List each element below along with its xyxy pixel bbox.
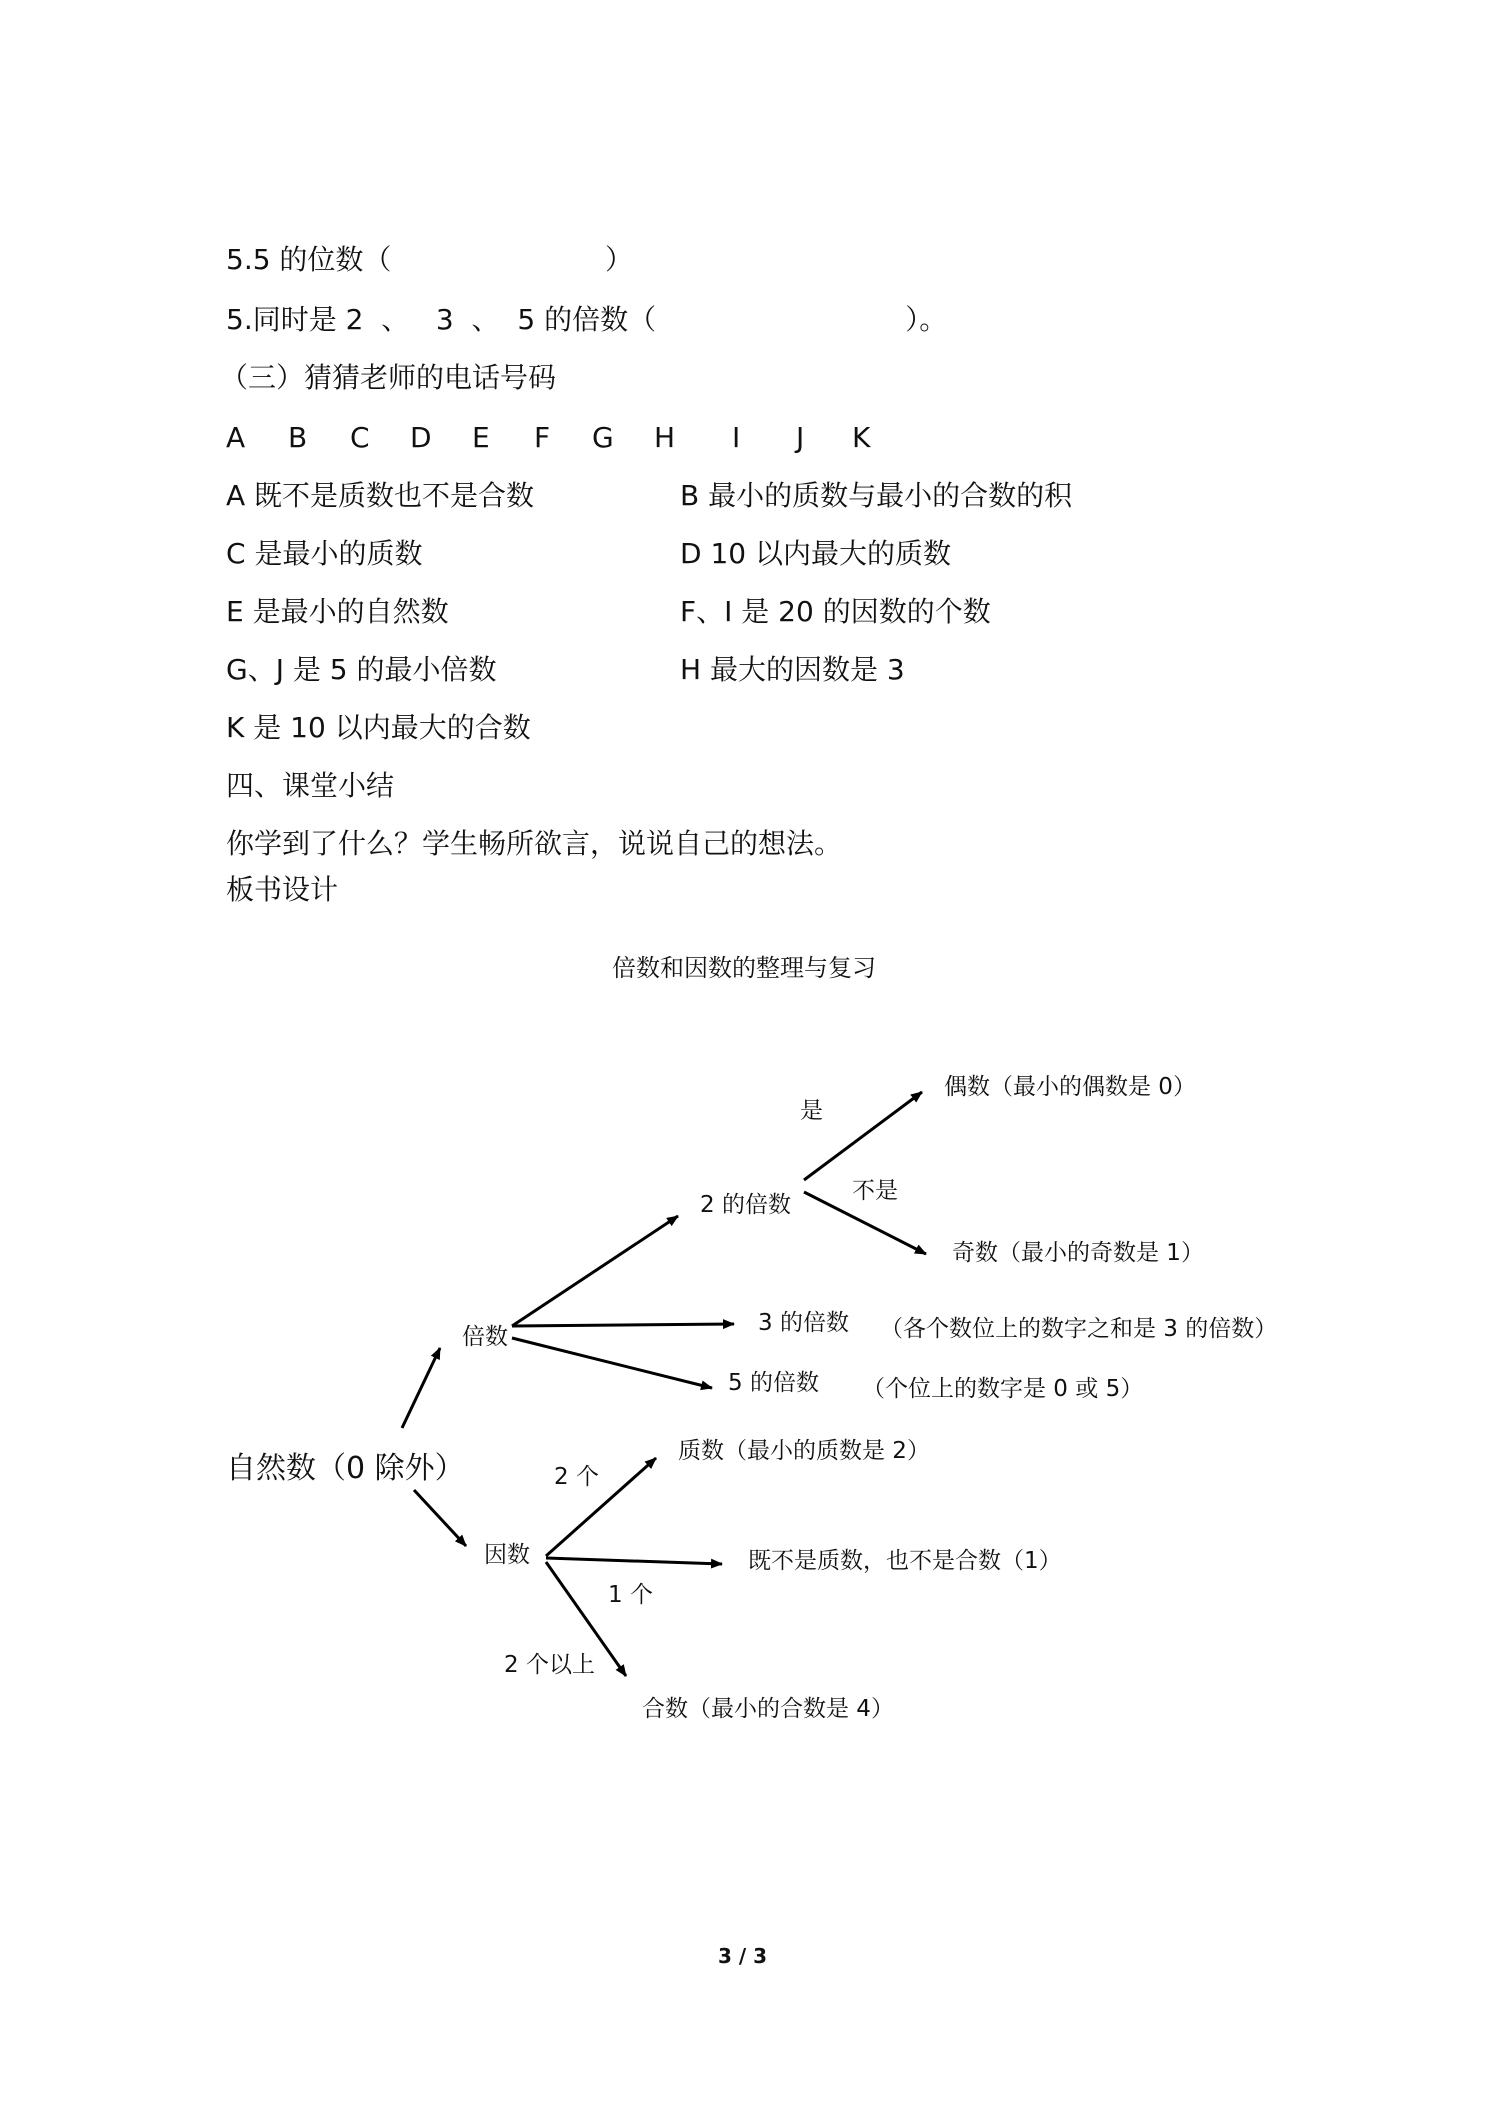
clue-a: A 既不是质数也不是合数 xyxy=(226,479,535,512)
label-no: 不是 xyxy=(852,1178,898,1204)
arrow-multiples-to-mult3 xyxy=(512,1324,734,1326)
node-natural-numbers: 自然数（0 除外） xyxy=(226,1451,465,1486)
clue-h: H 最大的因数是 3 xyxy=(680,653,905,686)
node-neither: 既不是质数，也不是合数（1） xyxy=(748,1548,1062,1574)
board-design-heading: 板书设计 xyxy=(226,873,339,906)
node-odd: 奇数（最小的奇数是 1） xyxy=(952,1240,1204,1266)
clue-b: B 最小的质数与最小的合数的积 xyxy=(680,479,1073,512)
page-number: 3 / 3 xyxy=(718,1944,768,1968)
clue-g-j: G、J 是 5 的最小倍数 xyxy=(226,653,497,686)
clue-f-i: F、I 是 20 的因数的个数 xyxy=(680,595,991,628)
arrow-multiples-to-mult5 xyxy=(512,1338,712,1388)
letter-g: G xyxy=(592,421,614,454)
diagram-title: 倍数和因数的整理与复习 xyxy=(612,954,876,982)
multiple-of-3-rule: （各个数位上的数字之和是 3 的倍数） xyxy=(880,1316,1278,1342)
fill-in-digit-question: 5.5 的位数（ ） xyxy=(226,243,634,276)
letter-f: F xyxy=(534,421,551,454)
node-composite: 合数（最小的合数是 4） xyxy=(642,1696,894,1722)
arrow-factors-to-neither xyxy=(546,1558,722,1564)
label-one-factor: 1 个 xyxy=(608,1582,653,1608)
node-multiples: 倍数 xyxy=(462,1324,508,1350)
clue-e: E 是最小的自然数 xyxy=(226,595,449,628)
clue-d: D 10 以内最大的质数 xyxy=(680,537,951,570)
letter-e: E xyxy=(472,421,490,454)
clue-k: K 是 10 以内最大的合数 xyxy=(226,711,531,744)
label-two-factors: 2 个 xyxy=(554,1464,599,1490)
letter-b: B xyxy=(288,421,308,454)
section-three-heading: （三）猜猜老师的电话号码 xyxy=(220,361,557,394)
arrow-multiples-to-mult2 xyxy=(512,1216,678,1326)
arrow-root-to-factors xyxy=(414,1490,466,1546)
multiple-of-5-rule: （个位上的数字是 0 或 5） xyxy=(862,1376,1144,1402)
node-multiple-of-3: 3 的倍数 xyxy=(758,1310,849,1336)
node-factors: 因数 xyxy=(484,1542,530,1568)
letter-c: C xyxy=(350,421,370,454)
label-more-than-two-factors: 2 个以上 xyxy=(504,1652,595,1678)
letter-i: I xyxy=(732,421,741,454)
letter-j: J xyxy=(796,421,805,454)
node-multiple-of-5: 5 的倍数 xyxy=(728,1370,819,1396)
clue-c: C 是最小的质数 xyxy=(226,537,423,570)
letter-a: A xyxy=(226,421,246,454)
letter-k: K xyxy=(852,421,871,454)
arrow-root-to-multiples xyxy=(402,1348,440,1428)
node-multiple-of-2: 2 的倍数 xyxy=(700,1192,791,1218)
fill-in-common-multiple-question: 5.同时是 2 、 3 、 5 的倍数（ ）。 xyxy=(226,303,948,336)
node-prime: 质数（最小的质数是 2） xyxy=(678,1438,930,1464)
letter-d: D xyxy=(410,421,432,454)
summary-text: 你学到了什么？学生畅所欲言，说说自己的想法。 xyxy=(226,827,843,860)
section-four-heading: 四、课堂小结 xyxy=(226,769,395,802)
letter-h: H xyxy=(654,421,676,454)
label-yes: 是 xyxy=(800,1098,823,1124)
node-even: 偶数（最小的偶数是 0） xyxy=(944,1074,1196,1100)
